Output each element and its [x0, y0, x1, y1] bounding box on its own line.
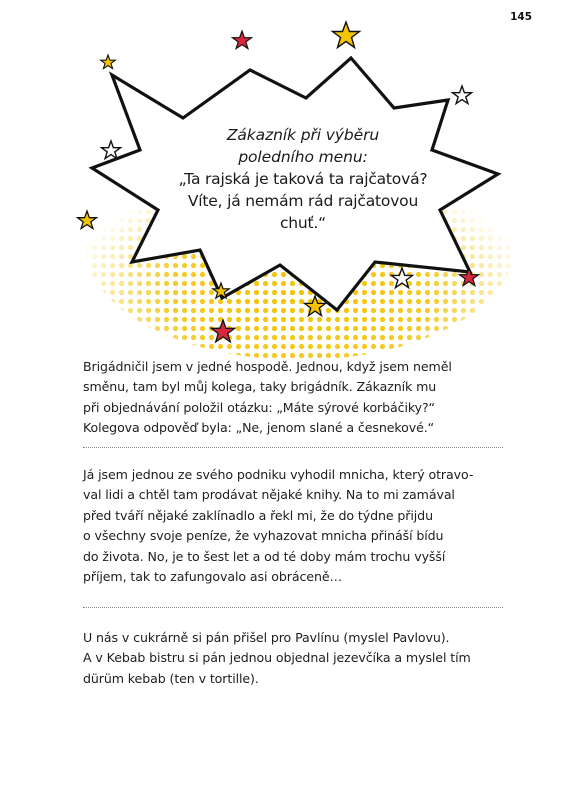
story-line: před tváří nějaké zaklínadlo a řekl mi, že do týdne přijdu [83, 507, 433, 523]
dotted-divider [83, 447, 503, 448]
story-line: Já jsem jednou ze svého podniku vyhodil mnicha, který otravo- [83, 467, 474, 482]
story-line: A v Kebab bistru si pán jednou objednal jezevčíka a myslel tím [83, 650, 471, 666]
quote-line: chuť.“ [279, 214, 326, 232]
quote-lead-line: poledního menu: [238, 148, 368, 166]
story-line: U nás v cukrárně si pán přišel pro Pavlínu (myslel Pavlovu). [83, 630, 450, 645]
story-line: o všechny svoje peníze, že vyhazovat mnicha přináší bídu [83, 528, 444, 544]
quote-lead-line: Zákazník při výběru [226, 126, 380, 144]
speech-bubble-text [138, 124, 468, 234]
story-line: val lidi a chtěl tam prodávat nějaké knihy. Na to mi zamával [83, 487, 455, 503]
quote-line: „Ta rajská je taková ta rajčatová? [178, 170, 428, 188]
star-icon [333, 22, 360, 48]
story-paragraph-2 [83, 465, 503, 587]
story-line: při objednávání položil otázku: „Máte sýrové korbáčiky?“ [83, 399, 435, 415]
story-line: dürüm kebab (ten v tortille). [83, 670, 259, 686]
story-paragraph-3 [83, 628, 503, 689]
quote-line: Víte, já nemám rád rajčatovou [187, 192, 419, 210]
story-line: do života. No, je to šest let a od té doby mám trochu vyšší [83, 548, 446, 564]
story-line: směnu, tam byl můj kolega, taky brigádník. Zákazník mu [83, 379, 437, 395]
star-icon [233, 31, 252, 49]
story-paragraph-1 [83, 357, 503, 439]
page-number: 145 [510, 11, 532, 23]
story-line: příjem, tak to zafungovalo asi obráceně… [83, 569, 342, 585]
story-line: Brigádničil jsem v jedné hospodě. Jednou, když jsem neměl [83, 359, 452, 374]
dotted-divider [83, 607, 503, 608]
story-line: Kolegova odpověď byla: „Ne, jenom slané a česnekové.“ [83, 420, 435, 436]
